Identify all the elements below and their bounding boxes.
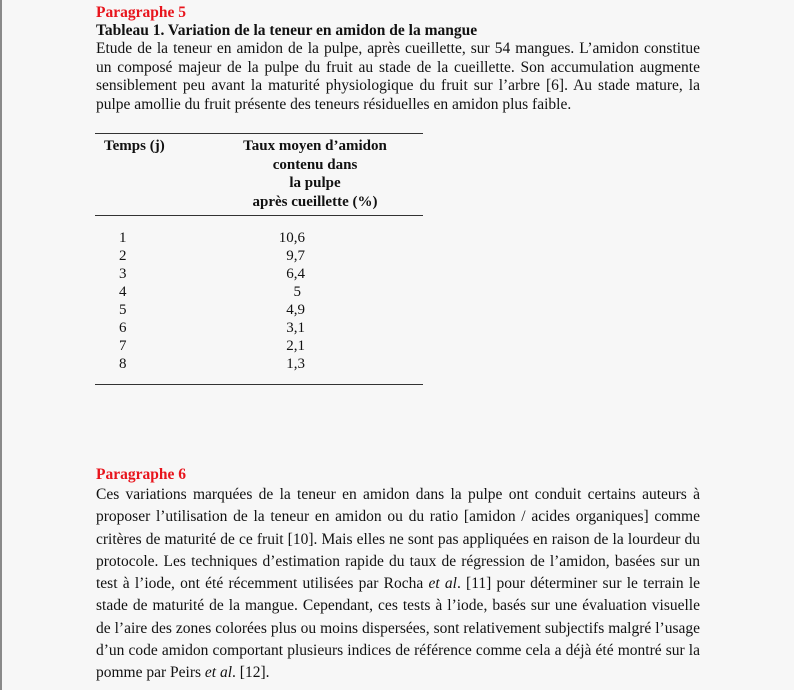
cell-day: 4 <box>119 284 127 300</box>
table-title: Tableau 1. Variation de la teneur en amidon de la mangue <box>96 22 478 39</box>
table-row <box>95 301 423 319</box>
cell-value: 10,6 <box>278 230 305 246</box>
citation-et-al-1: et al <box>428 575 457 593</box>
page-left-border <box>0 0 2 690</box>
paragraph-5 <box>96 4 700 114</box>
header-starch-line-3: la pulpe <box>289 175 341 191</box>
cell-value: 2,1 <box>286 338 305 354</box>
cell-day: 3 <box>119 266 127 282</box>
paragraph-5-heading: Paragraphe 5 <box>96 4 186 21</box>
paragraph-6-heading: Paragraphe 6 <box>96 466 186 483</box>
cell-day: 2 <box>119 248 127 264</box>
table-bottom-rule <box>95 384 423 385</box>
header-starch-line-1: Taux moyen d’amidon <box>243 138 387 154</box>
cell-value: 1,3 <box>286 356 305 372</box>
paragraph-6-text-part-2: . [11] pour déterminer sur le terrain le stade de maturité de la mangue. Cependant, ces tests à l’iode, basés sur une évaluation visuelle de l’aire des zones colorées plus ou moins dispersées, sont relativement subjectifs malgré l’usage d’un code amidon comportant plusieurs indices de référence comme cela a déjà été montré sur la pomme par Peirs <box>96 575 700 682</box>
paragraph-6-text <box>96 484 700 685</box>
cell-day: 5 <box>119 302 127 318</box>
table-row <box>95 229 423 247</box>
table-row <box>95 337 423 355</box>
paragraph-6 <box>96 466 700 685</box>
header-starch-line-4: après cueillette (%) <box>252 193 378 210</box>
table-header <box>95 134 423 215</box>
header-time: Temps (j) <box>104 138 165 154</box>
citation-et-al-2: et al <box>204 664 233 682</box>
table-row <box>95 265 423 283</box>
paragraph-5-text: Etude de la teneur en amidon de la pulpe, après cueillette, sur 54 mangues. L’amidon constitue un composé majeur de la pulpe du fruit au stade de la cueillette. Son accumulation augmente sensiblement peu avant la maturité physiologique du fruit sur l’arbre [6]. Au stade mature, la pulpe amollie du fruit présente des teneurs résiduelles en amidon plus faible. <box>96 40 700 113</box>
cell-value: 6,4 <box>286 266 305 282</box>
cell-value: 9,7 <box>286 248 305 264</box>
cell-value: 3,1 <box>286 320 305 336</box>
cell-day: 1 <box>119 230 127 246</box>
header-starch-line-2: contenu dans <box>272 156 358 173</box>
table-row <box>95 283 423 301</box>
paragraph-6-text-part-1: Ces variations marquées de la teneur en amidon dans la pulpe ont conduit certains auteurs à proposer l’utilisation de la teneur en amidon ou du ratio [amidon / acides organiques] comme critères de maturité de ce fruit [10]. Mais elles ne sont pas appliquées en raison de la lourdeur du protocole. Les techniques d’estimation rapide du taux de régression de l’amidon, basées sur un test à l’iode, ont été récemment utilisées par Rocha <box>96 486 700 593</box>
cell-day: 6 <box>119 320 127 336</box>
header-starch-rate <box>225 137 405 211</box>
cell-day: 7 <box>119 338 127 354</box>
cell-value: 4,9 <box>286 302 305 318</box>
table-row <box>95 319 423 337</box>
cell-day: 8 <box>119 356 127 372</box>
cell-value: 5 <box>293 284 301 300</box>
starch-table <box>95 133 423 385</box>
table-row <box>95 247 423 265</box>
table-row <box>95 355 423 373</box>
paragraph-6-text-part-3: . [12]. <box>232 664 270 682</box>
table-body <box>95 216 423 384</box>
